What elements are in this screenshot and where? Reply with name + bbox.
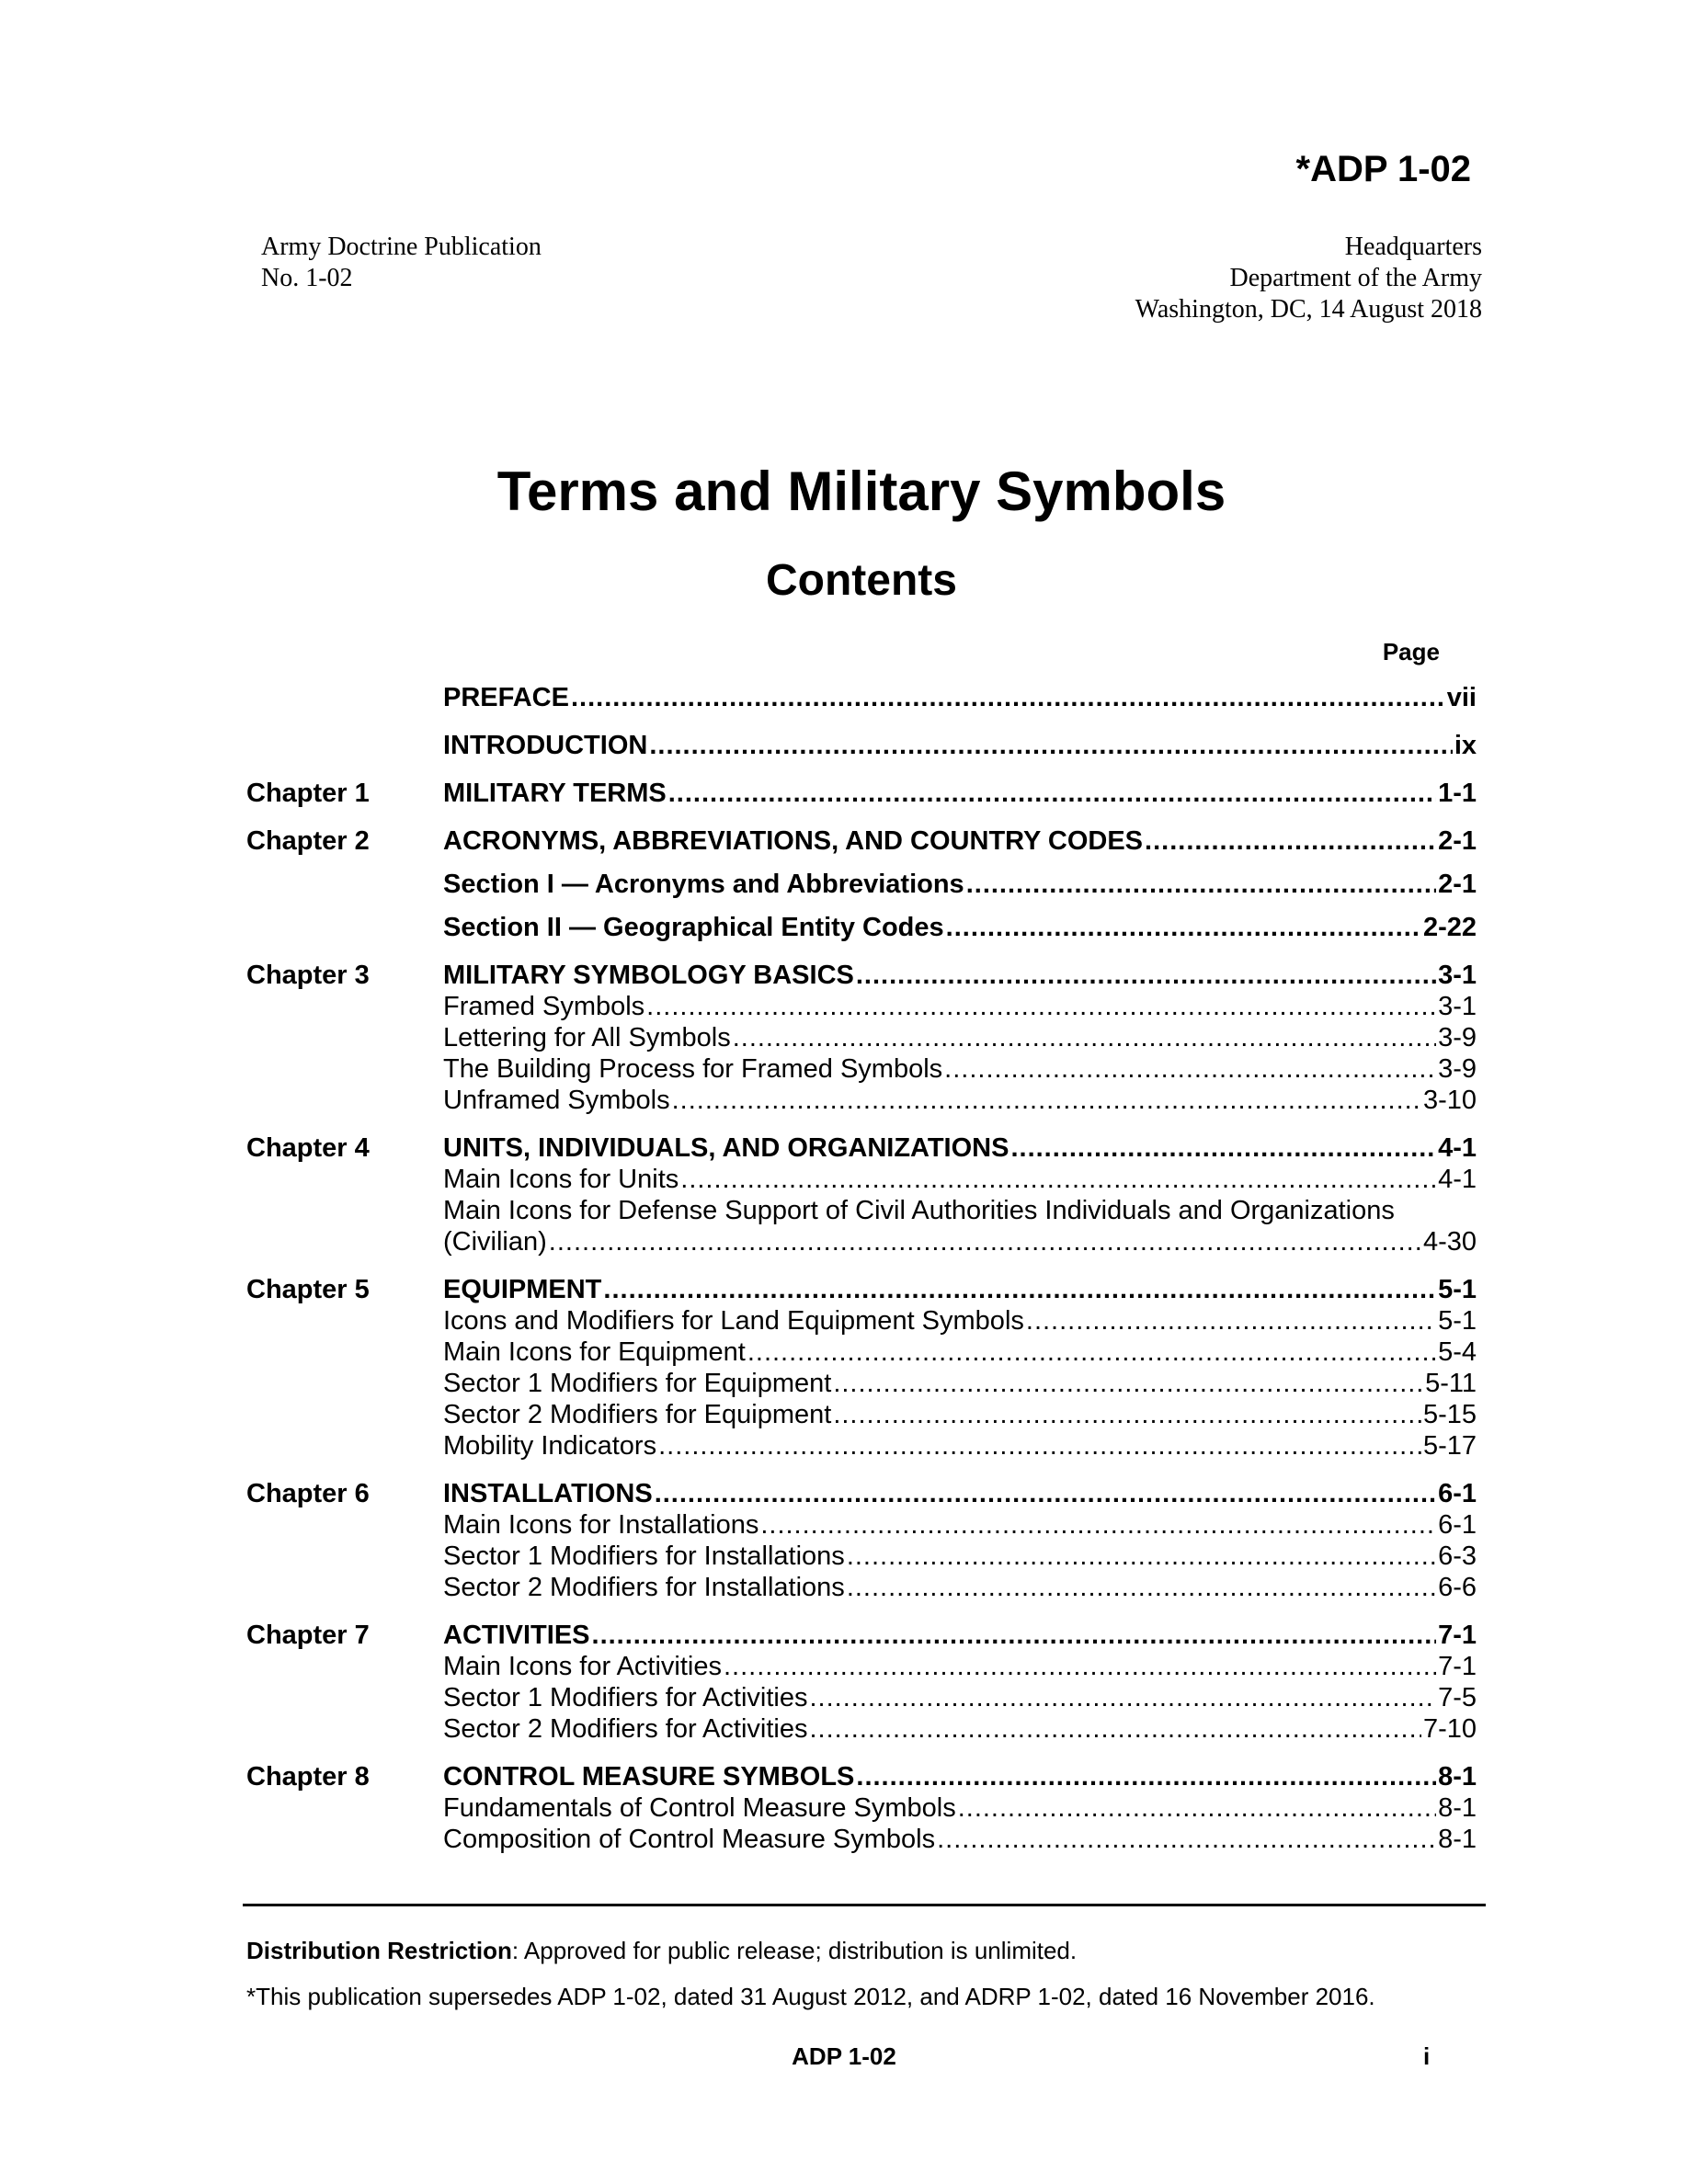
toc-entry-page: 8-1 xyxy=(1438,1762,1477,1792)
toc-entry-title: Sector 2 Modifiers for Installations xyxy=(443,1573,845,1602)
toc-entry-page: 6-3 xyxy=(1438,1541,1477,1571)
location-date: Washington, DC, 14 August 2018 xyxy=(1135,295,1482,324)
distribution-restriction xyxy=(246,1936,1375,1965)
issuing-authority xyxy=(1135,232,1482,325)
toc-entry-page: 3-9 xyxy=(1438,1054,1477,1084)
toc-entry[interactable] xyxy=(443,1195,1477,1226)
toc-entry-page: 6-6 xyxy=(1438,1573,1477,1602)
toc-entry-title: PREFACE xyxy=(443,683,569,712)
toc-entry-page: 7-5 xyxy=(1438,1683,1477,1712)
toc-entry[interactable] xyxy=(443,1053,1477,1085)
toc-entry-page: 5-11 xyxy=(1425,1369,1477,1398)
dot-leader xyxy=(655,1478,1436,1509)
toc-entry[interactable] xyxy=(443,1337,1477,1368)
dot-leader xyxy=(946,912,1421,943)
toc-entry[interactable] xyxy=(443,1132,1477,1164)
dot-leader xyxy=(1145,825,1436,857)
toc-entry[interactable] xyxy=(443,1824,1477,1855)
dot-leader xyxy=(672,1085,1421,1116)
toc-entry[interactable] xyxy=(443,778,1477,809)
toc-entry[interactable] xyxy=(443,1022,1477,1053)
toc-entry-title: Section II — Geographical Entity Codes xyxy=(443,913,944,942)
footer-document-code: ADP 1-02 xyxy=(792,2042,896,2070)
chapter-label: Chapter 1 xyxy=(246,779,370,808)
toc-entry[interactable] xyxy=(443,1164,1477,1195)
toc-entry-title: Main Icons for Equipment xyxy=(443,1337,746,1367)
toc-entry-page: 4-1 xyxy=(1438,1133,1477,1163)
toc-entry-title: Sector 1 Modifiers for Activities xyxy=(443,1683,808,1712)
publication-type: Army Doctrine Publication xyxy=(261,233,542,261)
toc-entry-title: MILITARY TERMS xyxy=(443,779,667,808)
dot-leader xyxy=(847,1572,1436,1603)
dot-leader xyxy=(809,1713,1420,1745)
distribution-label: Distribution Restriction xyxy=(246,1937,512,1964)
toc-entry-title: Main Icons for Units xyxy=(443,1165,679,1194)
toc-entry[interactable] xyxy=(443,730,1477,761)
toc-entry[interactable] xyxy=(443,1226,1477,1257)
chapter-label: Chapter 6 xyxy=(246,1479,370,1508)
toc-entry[interactable] xyxy=(443,1430,1477,1462)
toc-entry-title: Main Icons for Installations xyxy=(443,1510,759,1540)
toc-entry-title: Sector 1 Modifiers for Installations xyxy=(443,1541,845,1571)
dot-leader xyxy=(966,869,1436,900)
dot-leader xyxy=(760,1509,1436,1541)
toc-entry[interactable] xyxy=(443,1713,1477,1745)
toc-entry-title: MILITARY SYMBOLOGY BASICS xyxy=(443,961,854,990)
toc-entry-title: INSTALLATIONS xyxy=(443,1479,653,1508)
supersedes-note: *This publication supersedes ADP 1-02, dated 31 August 2012, and ADRP 1-02, dated 16 November 2016. xyxy=(246,1983,1375,2010)
dot-leader xyxy=(680,1164,1436,1195)
toc-entry[interactable] xyxy=(443,960,1477,991)
toc-entry-title: ACTIVITIES xyxy=(443,1621,590,1650)
toc-entry-page: 4-30 xyxy=(1422,1227,1477,1257)
toc-entry-page: 5-15 xyxy=(1422,1400,1477,1429)
toc-entry-title: CONTROL MEASURE SYMBOLS xyxy=(443,1762,855,1792)
dot-leader xyxy=(649,730,1452,761)
chapter-label: Chapter 3 xyxy=(246,961,370,990)
toc-entry-page: 6-1 xyxy=(1438,1479,1477,1508)
publication-number: No. 1-02 xyxy=(261,264,353,292)
toc-entry-page: 3-9 xyxy=(1438,1023,1477,1052)
toc-entry-page: 7-1 xyxy=(1438,1652,1477,1681)
toc-entry[interactable] xyxy=(443,1368,1477,1399)
toc-entry-page: 1-1 xyxy=(1438,779,1477,808)
toc-entry-title: Mobility Indicators xyxy=(443,1431,657,1461)
toc-entry-page: 6-1 xyxy=(1438,1510,1477,1540)
toc-entry-title: Sector 2 Modifiers for Activities xyxy=(443,1714,808,1744)
dot-leader xyxy=(592,1620,1437,1651)
toc-entry-page: 7-10 xyxy=(1422,1714,1477,1744)
toc-entry-title: ACRONYMS, ABBREVIATIONS, AND COUNTRY CODES xyxy=(443,826,1144,856)
toc-entry-page: 5-4 xyxy=(1438,1337,1477,1367)
toc-entry[interactable] xyxy=(443,1682,1477,1713)
toc-entry[interactable] xyxy=(443,912,1477,943)
toc-entry[interactable] xyxy=(443,1792,1477,1824)
footer-divider xyxy=(243,1904,1486,1906)
dot-leader xyxy=(856,1761,1436,1792)
toc-entry[interactable] xyxy=(443,1509,1477,1541)
toc-entry[interactable] xyxy=(443,1305,1477,1337)
toc-entry-title: Section I — Acronyms and Abbreviations xyxy=(443,870,964,899)
chapter-label: Chapter 5 xyxy=(246,1275,370,1304)
toc-entry[interactable] xyxy=(443,1761,1477,1792)
toc-entry-title: (Civilian) xyxy=(443,1227,547,1257)
toc-entry-page: 2-1 xyxy=(1438,826,1477,856)
document-title: Terms and Military Symbols xyxy=(496,461,1226,522)
chapter-label: Chapter 2 xyxy=(246,826,370,856)
chapter-label: Chapter 8 xyxy=(246,1762,370,1792)
dot-leader xyxy=(958,1792,1436,1824)
toc-entry[interactable] xyxy=(443,1274,1477,1305)
toc-entry-page: 3-1 xyxy=(1438,992,1477,1021)
dot-leader xyxy=(937,1824,1436,1855)
toc-entry-page: ix xyxy=(1454,731,1477,760)
toc-entry-title: Lettering for All Symbols xyxy=(443,1023,731,1052)
toc-entry-title: Main Icons for Activities xyxy=(443,1652,722,1681)
toc-entry-title: Sector 2 Modifiers for Equipment xyxy=(443,1400,832,1429)
distribution-text: : Approved for public release; distribution is unlimited. xyxy=(511,1937,1078,1964)
toc-entry-page: 2-22 xyxy=(1422,913,1477,942)
dot-leader xyxy=(733,1022,1436,1053)
dot-leader xyxy=(603,1274,1436,1305)
toc-entry-title: Sector 1 Modifiers for Equipment xyxy=(443,1369,832,1398)
footer-notes xyxy=(246,1936,1375,2028)
dot-leader xyxy=(944,1053,1436,1085)
toc-entry-page: vii xyxy=(1446,683,1477,712)
toc-entry[interactable] xyxy=(443,1478,1477,1509)
toc-entry-title: INTRODUCTION xyxy=(443,731,648,760)
toc-entry[interactable] xyxy=(443,1651,1477,1682)
toc-entry[interactable] xyxy=(443,1541,1477,1572)
toc-entry-title: Icons and Modifiers for Land Equipment Symbols xyxy=(443,1306,1024,1336)
dot-leader xyxy=(847,1541,1436,1572)
toc-entry-title: The Building Process for Framed Symbols xyxy=(443,1054,943,1084)
toc-entry-page: 7-1 xyxy=(1438,1621,1477,1650)
toc-entry[interactable] xyxy=(443,1399,1477,1430)
toc-entry[interactable] xyxy=(443,1085,1477,1116)
toc-entry[interactable] xyxy=(443,1572,1477,1603)
dot-leader xyxy=(747,1337,1436,1368)
toc-entry-page: 4-1 xyxy=(1438,1165,1477,1194)
toc-entry-page: 5-1 xyxy=(1438,1275,1477,1304)
chapter-label: Chapter 4 xyxy=(246,1133,370,1163)
dot-leader xyxy=(658,1430,1421,1462)
contents-heading: Contents xyxy=(766,556,957,605)
toc-entry[interactable] xyxy=(443,869,1477,900)
document-code: *ADP 1-02 xyxy=(1295,149,1471,189)
toc-entry-title: Fundamentals of Control Measure Symbols xyxy=(443,1793,956,1823)
dot-leader xyxy=(549,1226,1421,1257)
page-number: i xyxy=(1423,2042,1431,2070)
toc-entry-page: 3-10 xyxy=(1422,1086,1477,1115)
chapter-label: Chapter 7 xyxy=(246,1621,370,1650)
dot-leader xyxy=(668,778,1436,809)
toc-entry-title: UNITS, INDIVIDUALS, AND ORGANIZATIONS xyxy=(443,1133,1009,1163)
department-label: Department of the Army xyxy=(1229,264,1482,292)
toc-entry-title: Framed Symbols xyxy=(443,992,645,1021)
page-column-label: Page xyxy=(1382,638,1440,665)
toc-entry-page: 5-1 xyxy=(1438,1306,1477,1336)
toc-entry[interactable] xyxy=(443,825,1477,857)
headquarters-label: Headquarters xyxy=(1344,233,1482,261)
toc-entry-title: Composition of Control Measure Symbols xyxy=(443,1825,936,1854)
toc-entry[interactable] xyxy=(443,682,1477,713)
toc-entry-page: 8-1 xyxy=(1438,1825,1477,1854)
toc-entry-page: 8-1 xyxy=(1438,1793,1477,1823)
dot-leader xyxy=(833,1399,1421,1430)
dot-leader xyxy=(1010,1132,1436,1164)
toc-entry[interactable] xyxy=(443,991,1477,1022)
publication-info xyxy=(261,232,542,294)
toc-entry-title: Main Icons for Defense Support of Civil Authorities Individuals and Organizations xyxy=(443,1196,1395,1225)
dot-leader xyxy=(1026,1305,1436,1337)
dot-leader xyxy=(856,960,1436,991)
dot-leader xyxy=(809,1682,1436,1713)
toc-entry-page: 5-17 xyxy=(1422,1431,1477,1461)
dot-leader xyxy=(833,1368,1423,1399)
toc-entry-title: Unframed Symbols xyxy=(443,1086,670,1115)
toc-entry-page: 3-1 xyxy=(1438,961,1477,990)
dot-leader xyxy=(724,1651,1436,1682)
dot-leader xyxy=(646,991,1436,1022)
toc-entry-title: EQUIPMENT xyxy=(443,1275,602,1304)
toc-entry[interactable] xyxy=(443,1620,1477,1651)
toc-entry-page: 2-1 xyxy=(1438,870,1477,899)
dot-leader xyxy=(571,682,1445,713)
